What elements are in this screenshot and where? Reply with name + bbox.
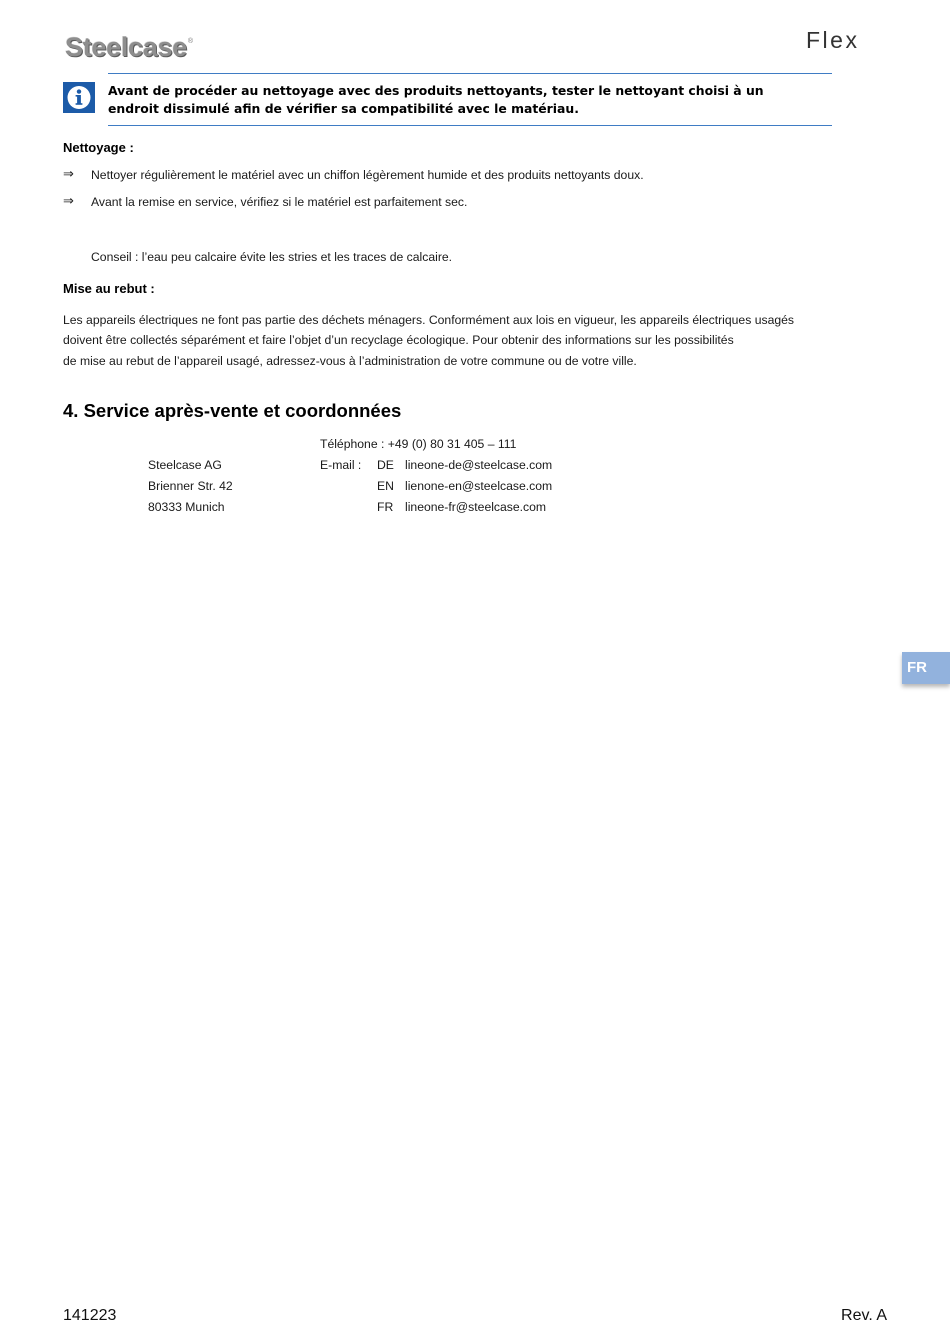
bullet-arrow-icon: ⇒	[63, 167, 74, 182]
notice-line-1: Avant de procéder au nettoyage avec des produits nettoyants, tester le nettoyant choisi à un	[108, 83, 764, 98]
address-company: Steelcase AG	[148, 458, 222, 472]
email-address-de: lineone-de@steelcase.com	[405, 458, 553, 472]
cleaning-title: Nettoyage :	[63, 140, 134, 155]
email-address-fr: lineone-fr@steelcase.com	[405, 500, 547, 514]
email-lang-fr: FR	[377, 500, 394, 514]
address-street: Brienner Str. 42	[148, 479, 233, 493]
disposal-line-3: de mise au rebut de l’appareil usagé, adressez-vous à l’administration de votre commune ou de votre ville.	[63, 354, 637, 368]
language-tab-label: FR	[907, 659, 927, 676]
notice-bottom-rule	[108, 125, 832, 126]
revision-label: Rev. A	[841, 1307, 887, 1324]
notice-line-2: endroit dissimulé afin de vérifier sa compatibilité avec le matériau.	[108, 101, 579, 116]
disposal-line-2: doivent être collectés séparément et faire l’objet d’un recyclage écologique. Pour obtenir des informations sur les possibilités	[63, 333, 734, 347]
document-number: 141223	[63, 1307, 117, 1324]
logo-wordmark: Steelcase	[65, 32, 187, 62]
notice-top-rule	[108, 73, 832, 74]
registered-mark: ®	[187, 38, 193, 45]
address-city: 80333 Munich	[148, 500, 225, 514]
info-icon	[63, 82, 95, 113]
language-tab	[902, 652, 950, 684]
email-label: E-mail :	[320, 458, 362, 472]
email-lang-de: DE	[377, 458, 394, 472]
steelcase-logo	[65, 27, 193, 62]
section-heading: 4. Service après-vente et coordonnées	[63, 400, 402, 421]
bullet-arrow-icon: ⇒	[63, 194, 74, 209]
product-name: Flex	[806, 27, 860, 53]
cleaning-item-1: Nettoyer régulièrement le matériel avec un chiffon légèrement humide et des produits nettoyants doux.	[91, 168, 644, 182]
disposal-title: Mise au rebut :	[63, 281, 155, 296]
email-lang-en: EN	[377, 479, 394, 493]
phone-number: Téléphone : +49 (0) 80 31 405 – 111	[320, 437, 517, 451]
disposal-line-1: Les appareils électriques ne font pas partie des déchets ménagers. Conformément aux lois en vigueur, les appareils électriques usagés	[63, 313, 794, 327]
email-address-en: lienone-en@steelcase.com	[405, 479, 553, 493]
cleaning-item-2: Avant la remise en service, vérifiez si le matériel est parfaitement sec.	[91, 195, 468, 209]
cleaning-tip: Conseil : l’eau peu calcaire évite les stries et les traces de calcaire.	[91, 250, 453, 264]
